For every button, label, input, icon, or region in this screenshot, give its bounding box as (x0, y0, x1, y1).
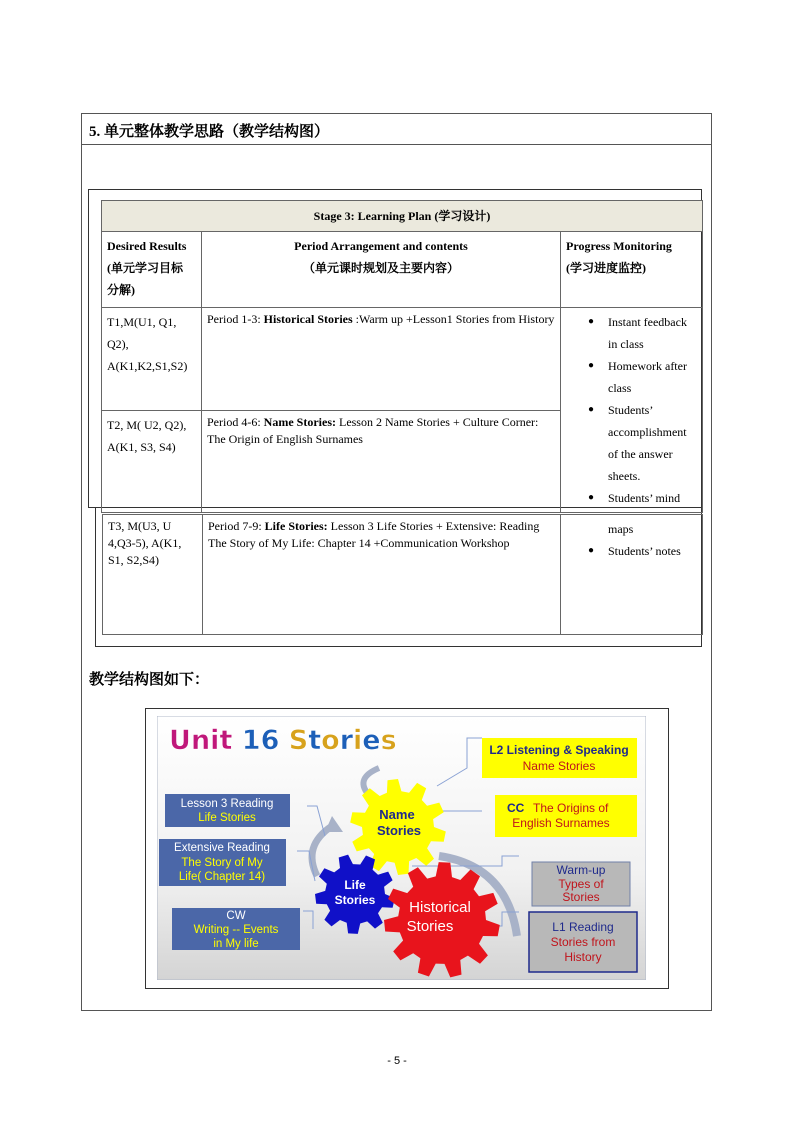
list-item: ● Students’ mind (566, 487, 697, 509)
svg-text:Name Stories: Name Stories (522, 759, 596, 773)
learning-plan-table (101, 200, 703, 513)
svg-text:The Story of My: The Story of My (181, 857, 263, 869)
progress-list (566, 311, 697, 509)
desired-results-header: Desired Results (单元学习目标 分解) (102, 232, 202, 308)
diagram-title (169, 725, 397, 756)
diagram-caption: 教学结构图如下： (89, 672, 210, 688)
period-cell: Period 4-6: Name Stories: Lesson 2 Name Stories + Culture Corner: The Origin of English Surnames (202, 411, 561, 513)
svg-text:Stories: Stories (562, 890, 600, 904)
gear-label-historical: Historical (409, 899, 471, 916)
period-cell: Period 7-9: Life Stories: Lesson 3 Life Stories + Extensive: Reading The Story of My Life: Chapter 14 +Communication Workshop (203, 515, 561, 635)
svg-text:Stories from: Stories from (550, 935, 616, 949)
period-cell: Period 1-3: Historical Stories :Warm up +Lesson1 Stories from History (202, 308, 561, 411)
svg-text:Life Stories: Life Stories (198, 812, 256, 824)
learning-plan-table-continued (102, 514, 703, 635)
svg-text:L2 Listening & Speaking: L2 Listening & Speaking (489, 743, 629, 757)
progress-list (566, 540, 697, 562)
teaching-structure-diagram (157, 716, 646, 980)
list-item: ● Students’ accomplishment of the answer sheets. (566, 399, 697, 487)
list-item: ● Students’ notes (566, 540, 697, 562)
svg-text:CW: CW (226, 910, 246, 922)
progress-monitoring-cell-continued (561, 515, 703, 635)
svg-text:English Surnames: English Surnames (512, 816, 610, 830)
svg-text:Extensive Reading: Extensive Reading (174, 842, 270, 854)
page-number: - 5 - (387, 1055, 407, 1067)
svg-text:CC: CC (507, 801, 525, 815)
svg-text:Types of: Types of (558, 877, 604, 891)
svg-text:in My life: in My life (213, 938, 259, 950)
progress-monitoring-cell (561, 308, 703, 513)
desired-results-cell: T3, M(U3, U 4,Q3-5), A(K1, S1, S2,S4) (103, 515, 203, 635)
gear-label-historical: Stories (406, 918, 454, 935)
section-title: 5. 单元整体教学思路（教学结构图） (89, 124, 330, 140)
list-item: ● Instant feedback in class (566, 311, 697, 355)
svg-text:Warm-up: Warm-up (556, 863, 606, 877)
title-unit: Unit 16 Stories (169, 725, 397, 756)
list-item: ● Homework after class (566, 355, 697, 399)
svg-text:Writing -- Events: Writing -- Events (193, 924, 279, 936)
progress-monitoring-header: Progress Monitoring (学习进度监控) (561, 232, 703, 308)
gear-label-name: Name (379, 807, 415, 822)
period-arrangement-header: Period Arrangement and contents （单元课时规划及主要内容） (202, 232, 561, 308)
desired-results-cell: T1,M(U1, Q1, Q2), A(K1,K2,S1,S2) (102, 308, 202, 411)
svg-text:Lesson 3 Reading: Lesson 3 Reading (180, 798, 274, 810)
stage-title: Stage 3: Learning Plan (学习设计) (102, 201, 703, 232)
svg-text:Life( Chapter 14): Life( Chapter 14) (178, 871, 266, 883)
svg-text:History: History (564, 950, 602, 964)
svg-text:L1 Reading: L1 Reading (552, 920, 614, 934)
svg-text:The Origins of: The Origins of (533, 801, 609, 815)
desired-results-cell: T2, M( U2, Q2), A(K1, S3, S4) (102, 411, 202, 513)
progress-continuation: maps (608, 522, 634, 536)
gear-label-life: Life (344, 878, 366, 892)
gear-label-name: Stories (376, 823, 422, 838)
gear-label-life: Stories (334, 893, 376, 907)
